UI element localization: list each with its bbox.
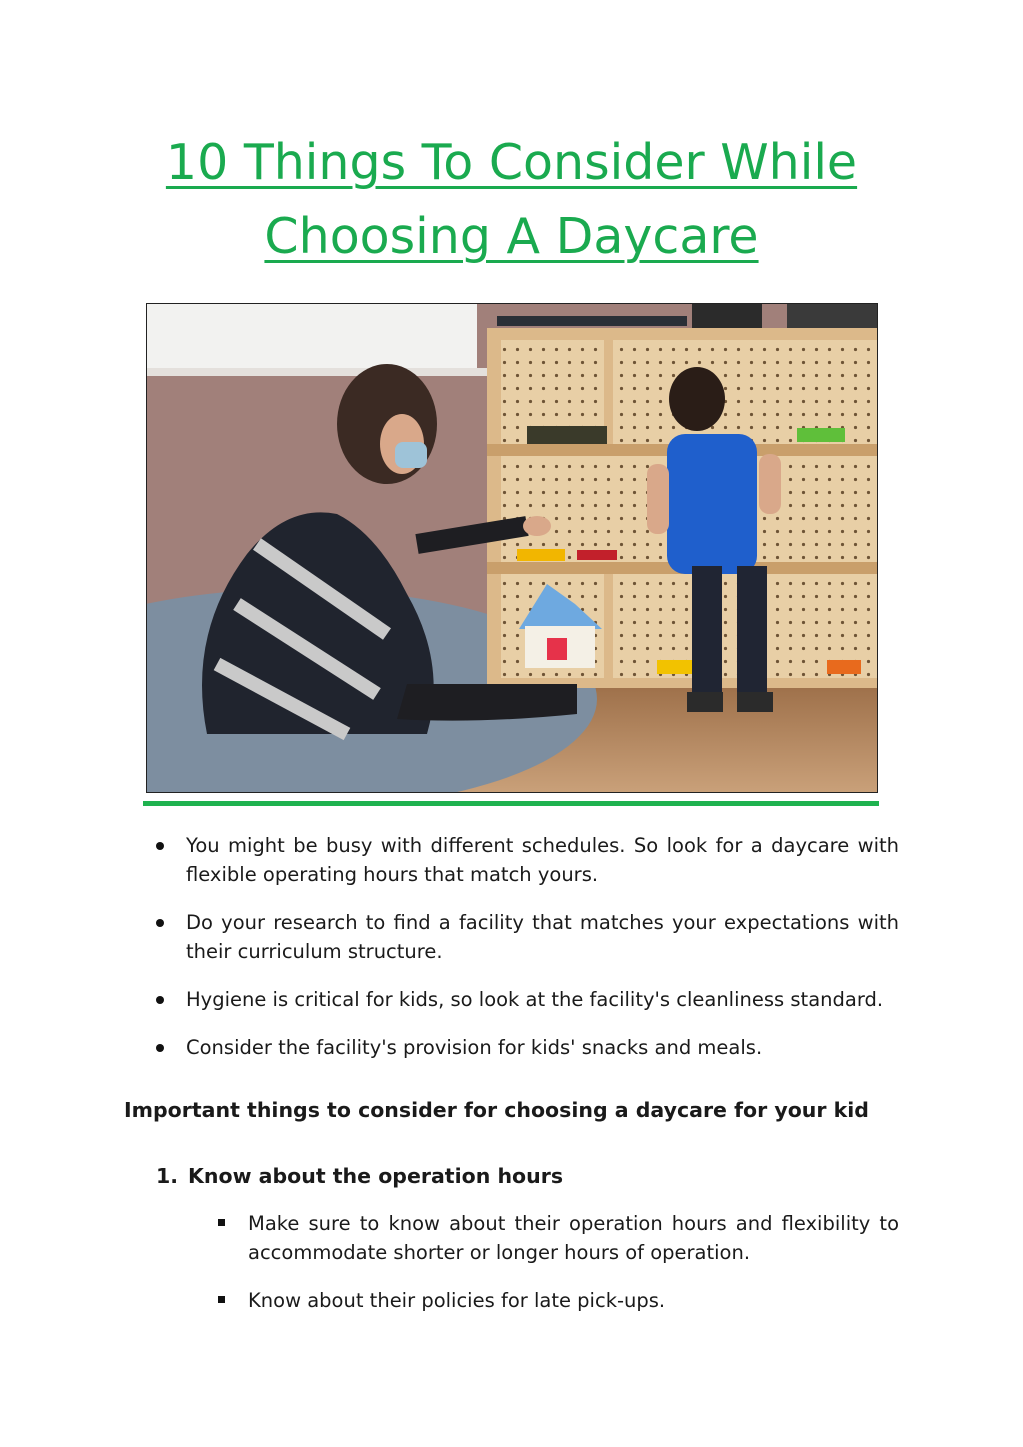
bullet-dot-icon <box>156 1044 164 1052</box>
list-item: You might be busy with different schedules. So look for a daycare with flexible operating hours that match yours. <box>150 831 899 889</box>
daycare-photo <box>146 303 878 793</box>
numbered-heading <box>156 1160 563 1192</box>
bullet-dot-icon <box>156 919 164 927</box>
list-item: Make sure to know about their operation hours and flexibility to accommodate shorter or longer hours of operation. <box>214 1209 899 1267</box>
title-line-1: 10 Things To Consider While <box>165 134 858 191</box>
heading-number: 1. <box>156 1164 179 1188</box>
square-bullet-icon <box>218 1219 225 1226</box>
divider-rule <box>143 801 879 806</box>
bullet-dot-icon <box>156 842 164 850</box>
section-heading: Important things to consider for choosing a daycare for your kid <box>124 1098 869 1122</box>
bullet-dot-icon <box>156 996 164 1004</box>
list-item: Know about their policies for late pick-ups. <box>214 1286 899 1315</box>
square-bullet-icon <box>218 1296 225 1303</box>
list-item: Consider the facility's provision for kids' snacks and meals. <box>150 1033 899 1062</box>
heading-text: Know about the operation hours <box>188 1164 564 1188</box>
intro-bullet-list <box>150 831 899 1081</box>
list-item: Hygiene is critical for kids, so look at the facility's cleanliness standard. <box>150 985 899 1014</box>
page-title <box>0 126 1023 274</box>
list-item: Do your research to find a facility that matches your expectations with their curriculum structure. <box>150 908 899 966</box>
title-line-2: Choosing A Daycare <box>264 208 759 265</box>
sub-bullet-list <box>214 1209 899 1334</box>
